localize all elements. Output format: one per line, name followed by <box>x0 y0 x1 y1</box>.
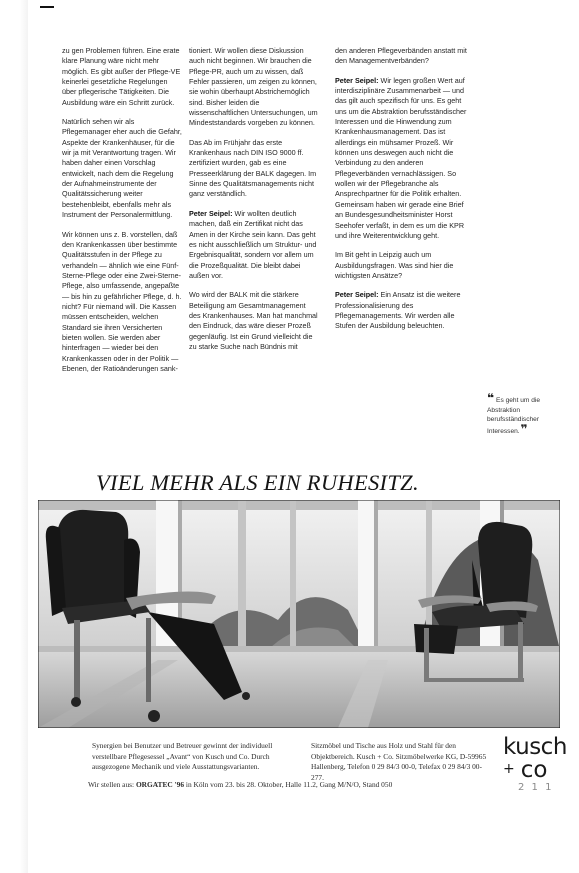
ad-photo <box>38 500 560 728</box>
quote-open-icon: ❝ <box>487 391 495 405</box>
brand-logo-line2 <box>503 758 573 781</box>
brand-logo-co: co <box>520 757 548 783</box>
speaker-label: Peter Seipel: <box>335 290 379 300</box>
brand-logo <box>503 736 573 781</box>
article-paragraph: Das Ab im Frühjahr das erste Krankenhaus nach DIN ISO 9000 ff. zertifiziert wurden, gab es eine Presseerklärung der BALK dagegen. Im Sinne des Qualitätsmanagements nicht ganz verständlich. <box>189 137 317 199</box>
article-paragraph <box>189 209 319 281</box>
article-paragraph: Natürlich sehen wir als Pflegemanager eher auch die Gefahr, Aspekte der Krankenhäuser, für die wir ja mit Verantwortung tragen. Wir haben daher einen Vorschlag entwickelt, nach dem die Regelung der Aufnahmeinstrumente der Qualitätssicherung weiter bestehenbleibt, ebenfalls mehr als Instrument der Personalermittlung. <box>62 117 182 220</box>
article-paragraph: tioniert. Wir wollen diese Diskussion auch nicht beginnen. Wir brauchen die Pflege-PR, auch um zu wissen, daß Fehler passieren, um zeigen zu können, sie wohin überhaupt Abstrichemöglich sind. Bisher leiden die wissenschaftlichen Untersuchungen, um Mindeststandards vorgeben zu können. <box>189 46 318 128</box>
article-paragraph <box>335 76 470 242</box>
scan-edge <box>0 0 28 873</box>
article-paragraph: Wir können uns z. B. vorstellen, daß den Krankenkassen über bestimmte Qualitätsstufen in der Pflege zu verhandeln — ähnlich wie eine Fünf-Sterne-Pflege oder eine Zwei-Sterne-Pflege, also umfassende, angepaßte — bis hin zu gefährlicher Pflege, d. h. nicht? Für niemand will. Die Kassen müssen entscheiden, welchen Standard sie ihren Versicherten bieten wollen. Sie werden aber hinterfragen — wieder bei den Krankenkassen oder in der Politik — Ebenen, der Ratioänderungen sank- <box>62 229 182 373</box>
brand-logo-line1: kusch <box>503 734 567 760</box>
corner-mark <box>40 6 54 8</box>
article-column-3 <box>335 46 470 466</box>
article-paragraph <box>335 290 470 331</box>
pull-quote <box>487 391 547 436</box>
ad-exhibition-fair: ORGATEC '96 <box>135 780 185 789</box>
ad-headline: VIEL MEHR ALS EIN RUHESITZ. <box>96 470 419 495</box>
brand-logo-plus: + <box>503 761 515 777</box>
speaker-label: Peter Seipel: <box>189 208 233 218</box>
speaker-answer: Ein Ansatz ist die weitere Professionalisierung des Pflegemanagements. Wir werden alle Stufen der Ausbildung beleuchten. <box>335 290 461 331</box>
article-column-1 <box>62 46 182 476</box>
ad-exhibition-details: in Köln vom 23. bis 28. Oktober, Halle 11.2, Gang M/N/O, Stand 050 <box>184 780 393 789</box>
pull-quote-text: Es geht um die Abstraktion berufsständischer Interessen. <box>487 397 541 435</box>
article-paragraph: Im Bit geht in Leipzig auch um Ausbildungsfragen. Was sind hier die wichtigsten Ansätze? <box>335 250 454 280</box>
page-number: 2 1 1 <box>518 782 554 793</box>
article-paragraph: den anderen Pflegeverbänden anstatt mit den Managementverbänden? <box>335 46 467 66</box>
speaker-answer: Wir wollten deutlich machen, daß ein Zertifikat nicht das Amen in der Kirche sein kann. Das geht es nicht ausschließlich um Struktur- und Ergebnisqualität, sondern vor allem um die Prozeßqualität. Die bleibt dabei außen vor. <box>189 208 317 280</box>
ad-exhibition-prefix: Wir stellen aus: <box>88 780 136 789</box>
speaker-label: Peter Seipel: <box>335 75 379 85</box>
article-paragraph: Wo wird der BALK mit die stärkere Beteiligung am Gesamtmanagement des Krankenhauses. Man hat manchmal den Eindruck, das wäre dieser Prozeß gegenläufig. Ist ein Grund vielleicht die zu starke Suche nach Bündnis mit <box>189 290 318 351</box>
quote-close-icon: ❞ <box>520 421 528 436</box>
ad-copy-company: Sitzmöbel und Tische aus Holz und Stahl für den Objektbereich. Kusch + Co. Sitzmöbelwerke KG, D-59965 Hallenberg, Telefon 0 29 84/3 00-0, Telefax 0 29 84/3 00-277. <box>311 741 487 782</box>
article-paragraph: zu gen Problemen führen. Eine erate klare Planung wäre nicht mehr möglich. Es gibt außer der Pflege-VE keinerlei gesetzliche Regelungen über pflegerische Tätigkeiten. Die Ausbildung wäre ein Schritt zurück. <box>62 46 181 107</box>
article-column-2 <box>189 46 319 456</box>
speaker-answer: Wir legen großen Wert auf interdisziplinäre Zusammenarbeit — und das gilt auch spezifisch für uns. Es geht uns um die Abstraktion berufsständischer Interessen und die Hinwendung zum Krankenhausmanagement. Das ist allerdings ein mühsamer Prozeß. Wir können uns deswegen auch nicht die Verbindung zu den anderen Pflegeverbänden vernachlässigen. So wollen wir der Pflegebranche als Ansprechpartner für die Politik erhalten. Gemeinsam haben wir gerade eine Brief an Bundesgesundheitsminister Horst Seehofer verfaßt, in dem es um die KPR und ihre Weiterentwicklung geht. <box>335 75 467 240</box>
ad-exhibition-note <box>88 780 488 791</box>
ad-copy-product: Synergien bei Benutzer und Betreuer gewinnt der individuell verstellbare Pflegesessel „Avant“ von Kusch und Co. Durch ausgezogene Mechanik und viele Ausstattungsvarianten. <box>92 741 273 772</box>
